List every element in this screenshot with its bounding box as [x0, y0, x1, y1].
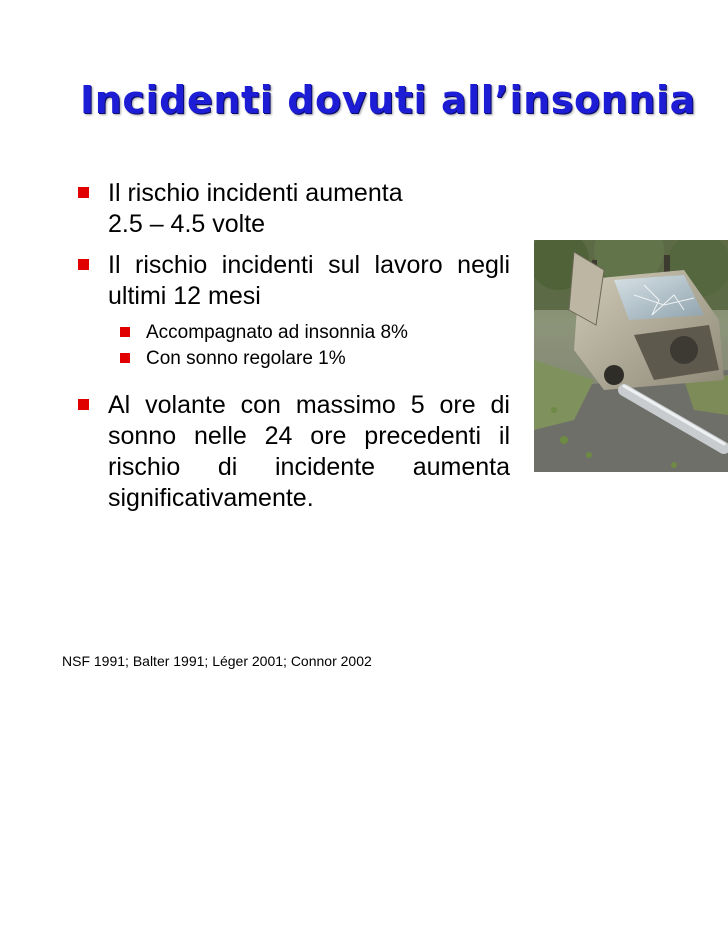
source-citation: NSF 1991; Balter 1991; Léger 2001; Connor 2002 [62, 653, 372, 669]
bullet-list [70, 178, 510, 524]
bullet-text: Al volante con massimo 5 ore di sonno nelle 24 ore precedenti il rischio di incidente aumenta significativamente. [108, 391, 510, 512]
bullet-text: Il rischio incidenti sul lavoro negli ultimi 12 mesi [108, 251, 510, 310]
bullet-square-icon [78, 187, 89, 198]
sub-bullet-item [108, 346, 510, 372]
sub-bullet-text: Accompagnato ad insonnia 8% [146, 322, 408, 343]
bullet-text-line-1: Il rischio incidenti aumenta [108, 179, 403, 207]
sub-bullet-list [108, 320, 510, 372]
bullet-square-icon [120, 327, 130, 337]
sub-bullet-text: Con sonno regolare 1% [146, 348, 346, 369]
sub-bullet-item [108, 320, 510, 346]
bullet-text-line-2: 2.5 – 4.5 volte [108, 210, 266, 238]
bullet-item [70, 250, 510, 372]
car-crash-photo [534, 240, 728, 472]
bullet-square-icon [120, 353, 130, 363]
bullet-square-icon [78, 399, 89, 410]
bullet-square-icon [78, 259, 89, 270]
bullet-item [70, 178, 510, 240]
bullet-item [70, 390, 510, 514]
slide-title: Incidenti dovuti all’insonnia [80, 78, 696, 122]
